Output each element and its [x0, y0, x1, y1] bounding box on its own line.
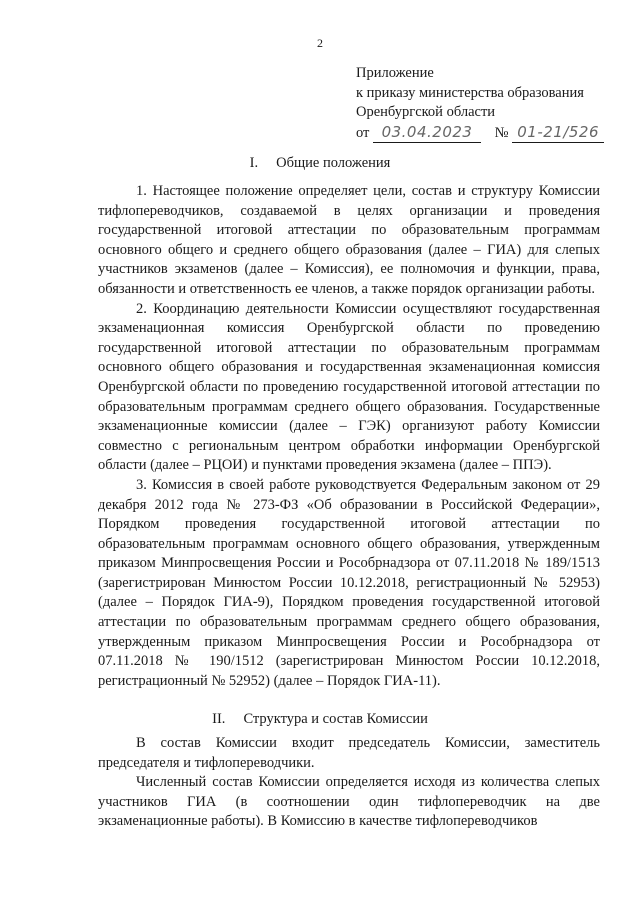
section-1-title: Общие положения [276, 155, 391, 171]
appendix-header [356, 64, 604, 143]
section-1-number: I. [249, 155, 259, 171]
appendix-order-ref: к приказу министерства образования [356, 84, 584, 101]
date-handwritten: 03.04.2023 [373, 123, 481, 144]
paragraph-5: Численный состав Комиссии определяется исходя из количества слепых участников ГИА (в соотношении один тифлопереводчик на две экзаменационные работы). В Комиссию в качестве тифлопереводчиков [98, 774, 600, 830]
paragraph-1: 1. Настоящее положение определяет цели, состав и структуру Комиссии тифлопереводчиков, создаваемой в целях организации и проведения государственной итоговой аттестации по образовательным программам основного общего и среднего общего образования (далее – ГИА) для слепых участников экзаменов (далее – Комиссия), ее полномочия и функции, права, обязанности и ответственность ее членов, а также порядок организации работы. [98, 183, 600, 297]
page-number: 2 [317, 36, 323, 50]
appendix-date-number-row [356, 123, 604, 144]
paragraph-2: 2. Координацию деятельности Комиссии осуществляют государственная экзаменационная комиссия Оренбургской области по проведению государственной итоговой аттестации по образовательным программам основного общего образования и государственная экзаменационная комиссия Оренбургской области по проведению государственной итоговой аттестации по образовательным программам среднего общего образования. Государственные экзаменационные комиссии (далее – ГЭК) организуют работу Комиссии совместно с региональным центром обработки информации Оренбургской области (далее – РЦОИ) и пунктами проведения экзамена (далее – ППЭ). [98, 300, 600, 474]
number-prefix: № [494, 124, 509, 141]
section-2-number: II. [212, 711, 226, 727]
appendix-title: Приложение [356, 65, 434, 81]
paragraph-4: В состав Комиссии входит председатель Комиссии, заместитель председателя и тифлопереводчики. [98, 735, 600, 771]
section-2-body [98, 734, 600, 832]
number-handwritten: 01-21/526 [512, 123, 604, 144]
paragraph-3: 3. Комиссия в своей работе руководствуется Федеральным законом от 29 декабря 2012 года № 273-ФЗ «Об образовании в Российской Федерации», Порядком проведения государственной итоговой аттестации по образовательным программам основного общего образования, утвержденным приказом Минпросвещения России и Рособрнадзора от 07.11.2018 № 189/1513 (зарегистрирован Минюстом России 10.12.2018, регистрационный № 52953) (далее – Порядок ГИА-9), Порядком проведения государственной итоговой аттестации по образовательным программам среднего общего образования, утвержденным приказом Минпросвещения России и Рособрнадзора от 07.11.2018 № 190/1512 (зарегистрирован Минюстом России 10.12.2018, регистрационный № 52952) (далее – Порядок ГИА-11). [98, 476, 600, 689]
section-2-title: Структура и состав Комиссии [243, 711, 428, 727]
section-1-body [98, 182, 600, 691]
section-2-heading [0, 711, 640, 728]
appendix-region: Оренбургской области [356, 104, 496, 120]
date-prefix: от [356, 124, 370, 141]
section-1-heading [0, 155, 640, 172]
